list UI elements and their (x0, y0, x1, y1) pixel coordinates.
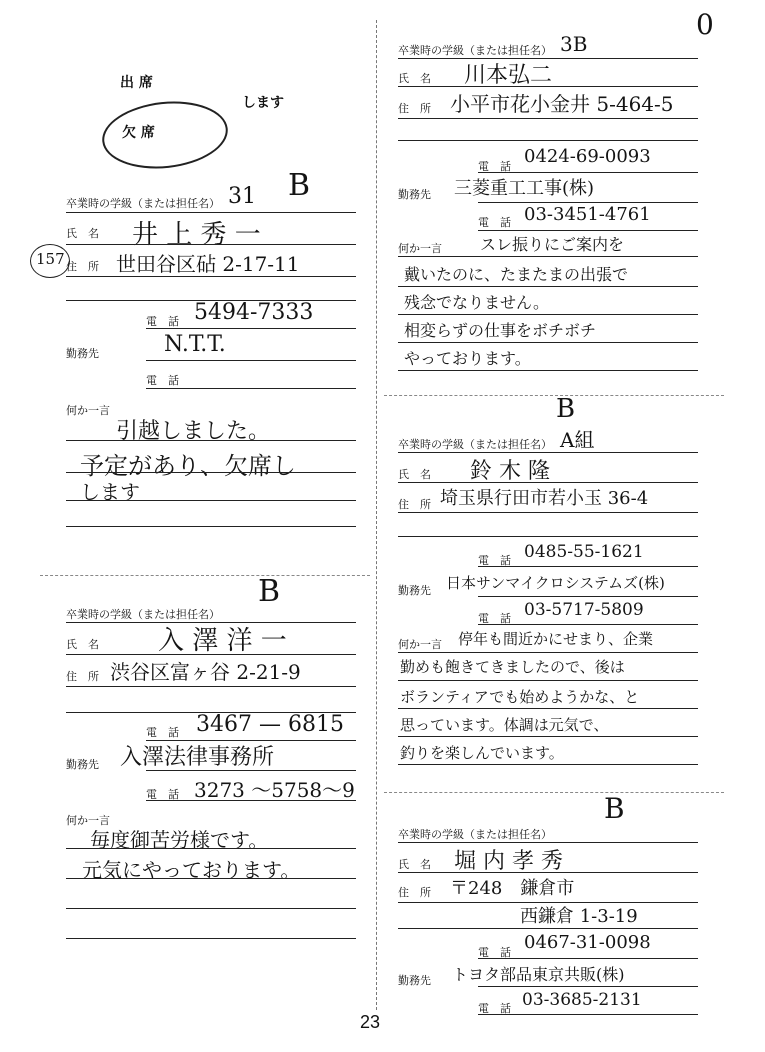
address-label: 住 所 (398, 498, 431, 511)
name-label: 氏 名 (66, 638, 99, 651)
class-label: 卒業時の学級（または担任名） (398, 44, 552, 57)
comment-line: やっております。 (404, 349, 531, 368)
left-section-divider (40, 575, 370, 576)
work-label: 勤務先 (398, 974, 431, 987)
address-value: 小平市花小金井 5-464-5 (450, 92, 674, 116)
class-value: A組 (560, 428, 595, 452)
address-value: 埼玉県行田市若小玉 36-4 (440, 488, 649, 509)
absent-circle (99, 96, 231, 175)
page-number: 23 (360, 1012, 381, 1032)
center-divider (376, 20, 377, 1010)
name-value: 井 上 秀 一 (132, 220, 261, 250)
phone-value: 5494-7333 (194, 300, 314, 325)
work-phone-value: 03-3451-4761 (524, 204, 651, 225)
comment-label: 何か一言 (66, 404, 110, 417)
phone-value: 0424-69-0093 (524, 146, 651, 167)
work-phone-label: 電 話 (146, 374, 179, 387)
comment-line: 停年も間近かにせまり、企業 (458, 630, 654, 648)
work-phone-label: 電 話 (478, 216, 511, 229)
comment-label: 何か一言 (66, 814, 110, 827)
comment-line: 勤めも飽きてきましたので、後は (400, 658, 625, 676)
work-value: 日本サンマイクロシステムズ(株) (446, 574, 665, 592)
attend-suffix: します (242, 95, 284, 111)
comment-line: スレ振りにご案内を (480, 235, 625, 254)
entry-number-circle (30, 244, 70, 278)
comment-label: 何か一言 (398, 242, 442, 255)
corner-mark: 0 (696, 8, 714, 41)
attend-label: 出 席 (120, 75, 153, 91)
entry-number: 157 (36, 250, 65, 268)
work-phone-label: 電 話 (478, 1002, 511, 1015)
name-value: 鈴 木 隆 (470, 459, 550, 484)
comment-line: 毎度御苦労様です。 (90, 828, 269, 852)
phone-value: 3467 — 6815 (196, 712, 344, 737)
comment-line: 引越しました。 (116, 419, 271, 444)
right-section-divider-2 (384, 792, 724, 793)
phone-label: 電 話 (478, 554, 511, 567)
work-label: 勤務先 (398, 188, 431, 201)
class-label: 卒業時の学級（または担任名） (66, 197, 220, 210)
name-value: 堀 内 孝 秀 (454, 849, 563, 874)
address-value: 渋谷区富ヶ谷 2-21-9 (110, 660, 301, 684)
address-label: 住 所 (398, 102, 431, 115)
name-value: 川本弘二 (464, 63, 553, 88)
phone-label: 電 話 (146, 726, 179, 739)
comment-line: 戴いたのに、たまたまの出張で (404, 265, 629, 284)
address-label: 住 所 (398, 886, 431, 899)
phone-value: 0485-55-1621 (524, 542, 644, 562)
class-label: 卒業時の学級（または担任名） (398, 438, 552, 451)
work-phone-value: 3273 ～5758～9 (194, 778, 355, 802)
comment-line: 残念でなりません。 (404, 293, 549, 312)
comment-line: 相変らずの仕事をボチボチ (404, 321, 597, 340)
comment-line: ボランティアでも始めようかな、と (400, 688, 640, 706)
comment-line: 思っています。体調は元気で、 (400, 716, 609, 734)
address-label: 住 所 (66, 260, 99, 273)
phone-label: 電 話 (146, 315, 179, 328)
work-label: 勤務先 (66, 347, 99, 360)
work-label: 勤務先 (66, 758, 99, 771)
comment-line: します (80, 480, 140, 504)
grade-mark: B (604, 792, 625, 825)
class-label: 卒業時の学級（または担任名） (66, 608, 220, 621)
phone-label: 電 話 (478, 160, 511, 173)
work-value: トヨタ部品東京共販(株) (452, 965, 625, 984)
name-label: 氏 名 (66, 227, 99, 240)
work-value: 三菱重工工事(株) (454, 178, 595, 199)
class-label: 卒業時の学級（または担任名） (398, 828, 552, 841)
absent-label: 欠 席 (122, 125, 155, 141)
phone-value: 0467-31-0098 (524, 932, 651, 953)
comment-line: 釣りを楽しんでいます。 (400, 744, 564, 762)
address-value: 〒248 鎌倉市 (450, 878, 575, 899)
address-value-2: 西鎌倉 1-3-19 (520, 906, 638, 927)
grade-mark: B (258, 574, 281, 609)
name-value: 入 澤 洋 一 (158, 626, 287, 656)
comment-line: 元気にやっております。 (82, 858, 301, 882)
comment-line: 予定があり、欠席し (80, 452, 296, 480)
work-value: N.T.T. (164, 332, 226, 357)
work-phone-label: 電 話 (146, 788, 179, 801)
class-value: 31 (228, 184, 256, 209)
name-label: 氏 名 (398, 468, 431, 481)
name-label: 氏 名 (398, 72, 431, 85)
address-value: 世田谷区砧 2-17-11 (116, 252, 300, 276)
work-value: 入澤法律事務所 (120, 745, 275, 770)
phone-label: 電 話 (478, 946, 511, 959)
right-section-divider-1 (384, 395, 724, 396)
work-phone-label: 電 話 (478, 612, 511, 625)
work-phone-value: 03-5717-5809 (524, 600, 644, 620)
grade-mark: B (556, 394, 576, 424)
address-label: 住 所 (66, 670, 99, 683)
work-phone-value: 03-3685-2131 (522, 990, 642, 1010)
grade-mark: B (288, 168, 311, 203)
comment-label: 何か一言 (398, 638, 442, 651)
name-label: 氏 名 (398, 858, 431, 871)
work-label: 勤務先 (398, 584, 431, 597)
class-value: 3B (560, 32, 588, 56)
